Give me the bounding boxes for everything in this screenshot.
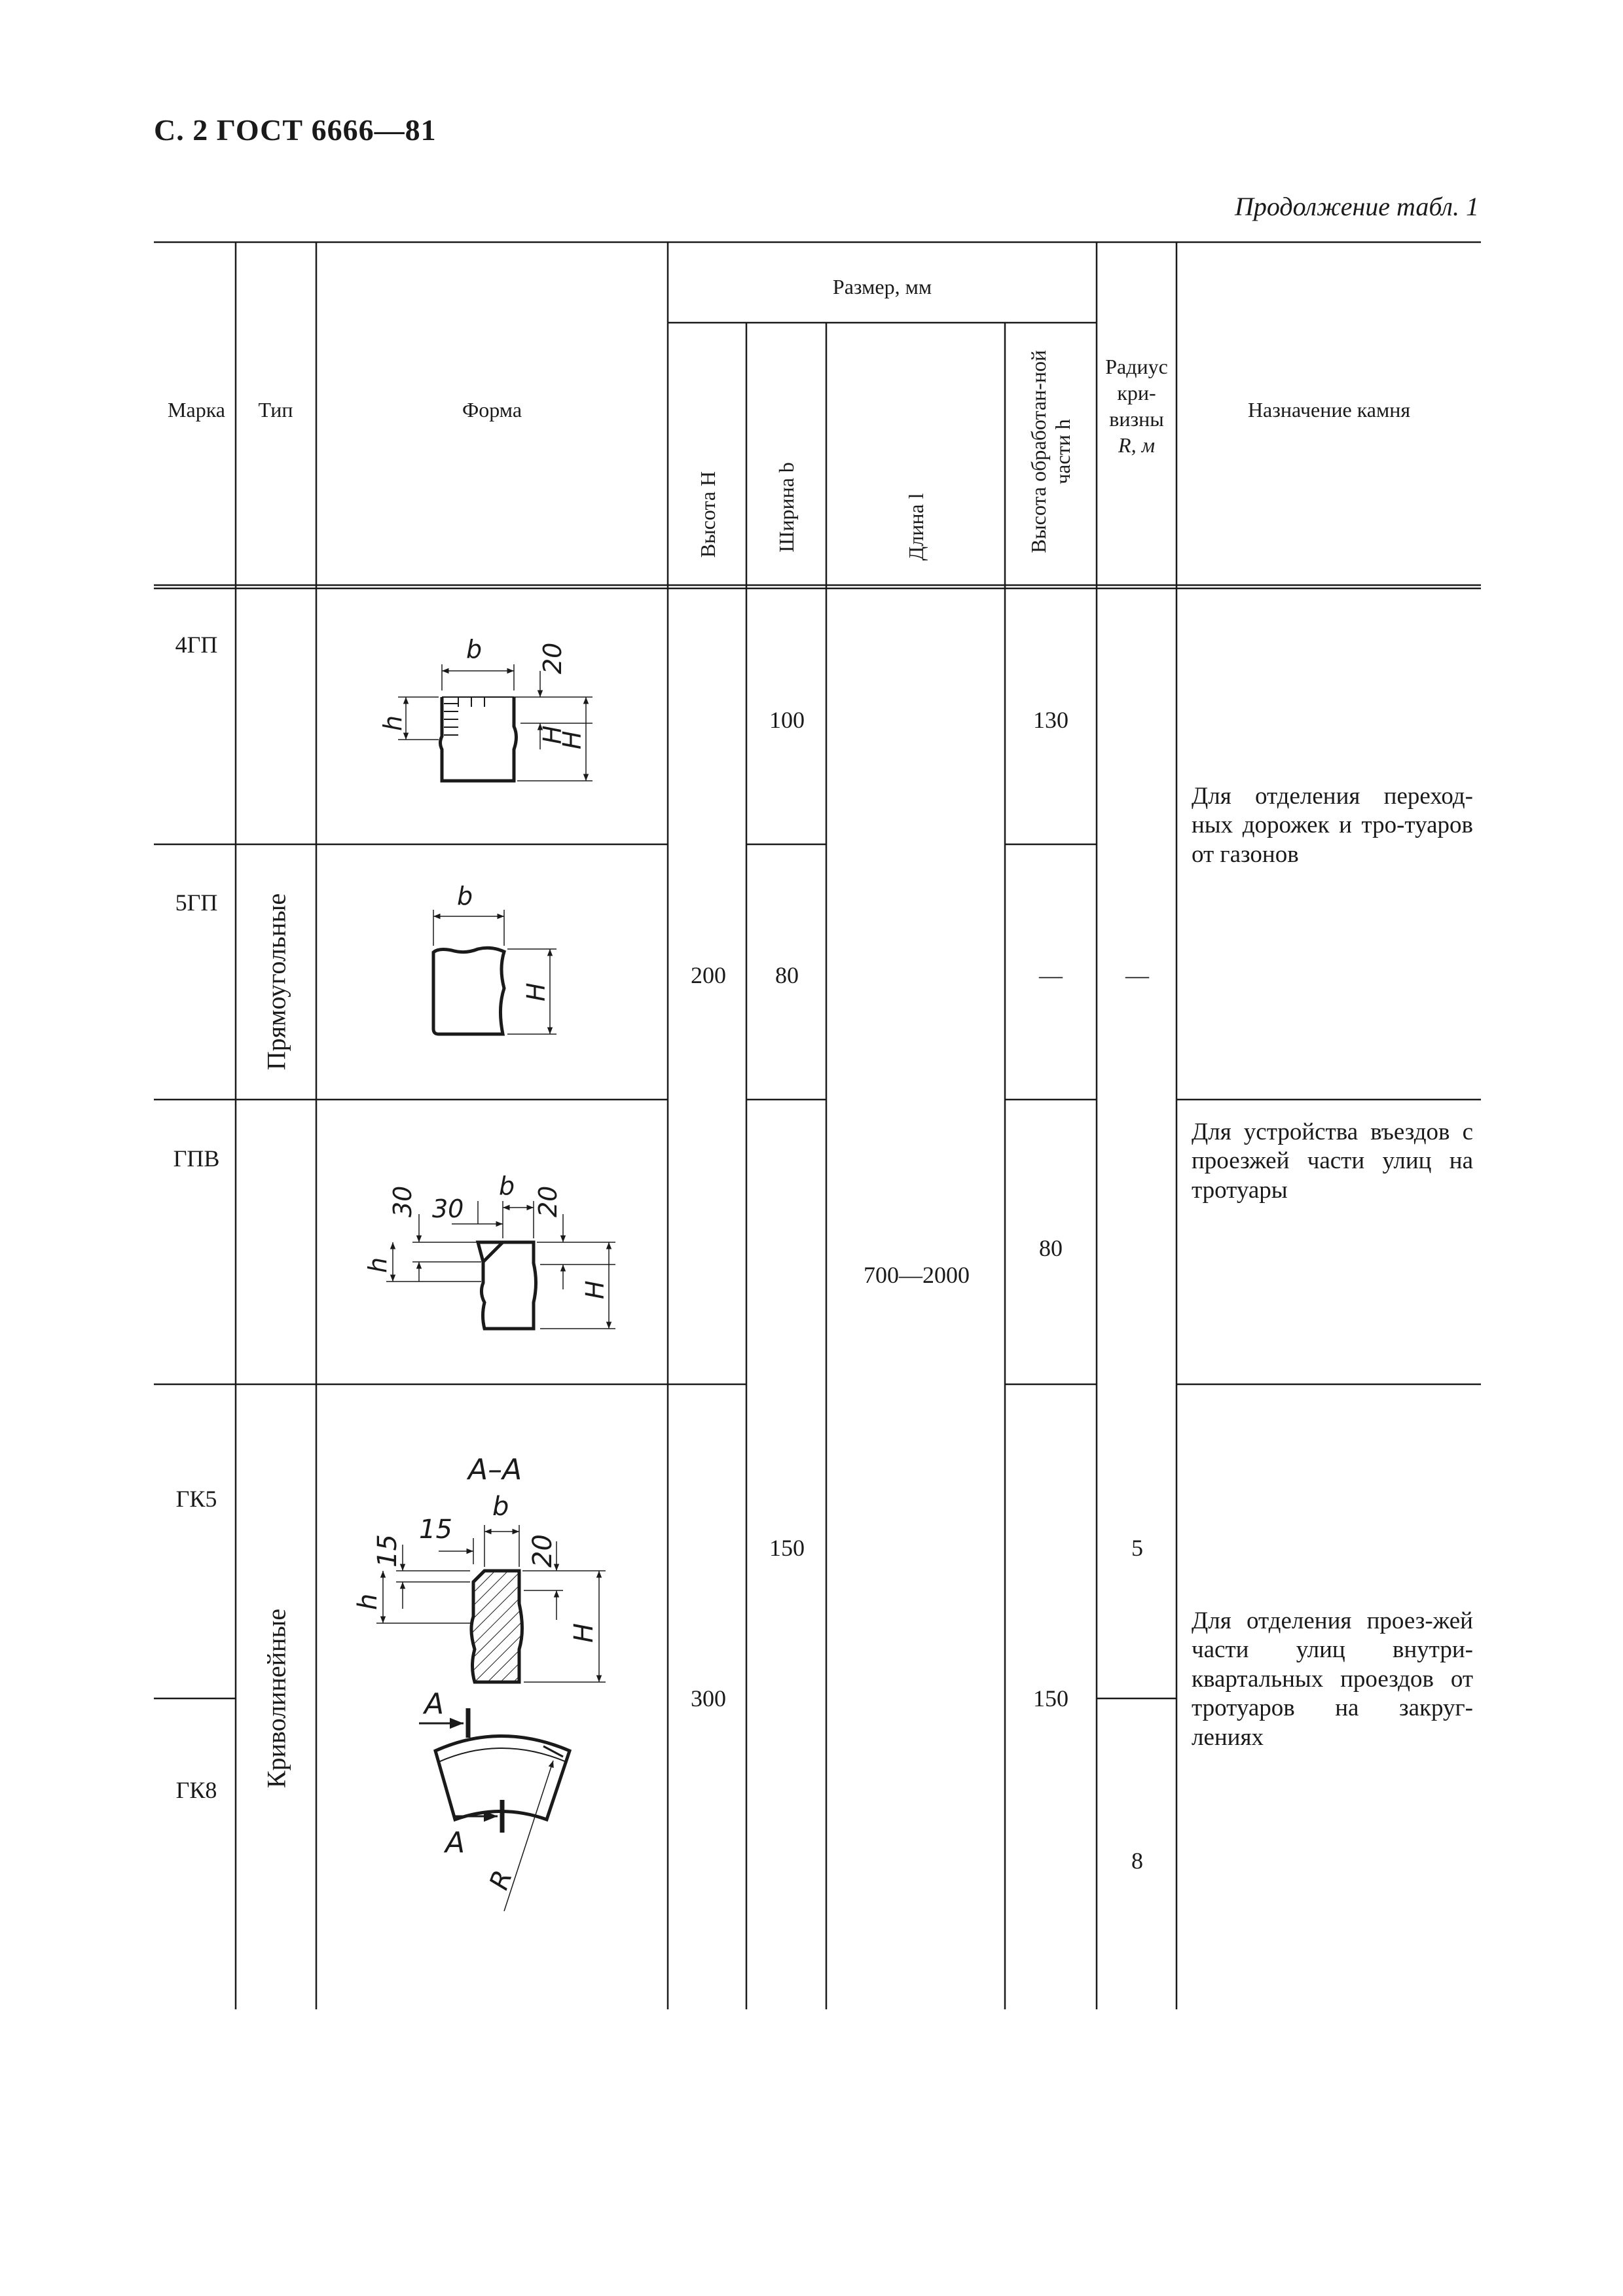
type-curvilinear: Криволинейные (261, 1608, 291, 1789)
d4gp-H-label-outer: H (558, 730, 587, 749)
drawing-gpv (363, 1152, 629, 1342)
type-rectangular: Прямоугольные (261, 893, 291, 1071)
purpose-curved: Для отделения проез-жей части улиц внутри-квартальных проездов от тротуаров на закруг-лениях (1192, 1607, 1473, 1751)
header-mark: Марка (168, 398, 225, 422)
height-rect: 200 (691, 962, 726, 988)
header-height: Высота H (696, 471, 720, 558)
header-width: Ширина b (775, 462, 799, 552)
height-curved: 300 (691, 1685, 726, 1712)
table-continuation: Продолжение табл. 1 (1234, 192, 1479, 221)
header-purpose: Назначение камня (1247, 398, 1411, 422)
d4gp-h-label: h (378, 715, 407, 731)
machined-5gp: — (1039, 962, 1063, 988)
header-radius-line2: кри- (1117, 381, 1156, 404)
purpose-entrances: Для устройства въездов с проезжей части улиц на тротуары (1192, 1119, 1473, 1204)
header-machined-height: Высота обработан-ной части h (1027, 350, 1074, 554)
drawing-5gp (393, 877, 563, 1054)
dgk-H-label: H (569, 1623, 599, 1643)
dgpv-H-label: H (581, 1280, 610, 1299)
radius-gk8: 8 (1131, 1848, 1143, 1874)
header-radius-line3: визны (1109, 407, 1164, 431)
d4gp-dim20: 20 (538, 642, 567, 674)
header-type: Тип (258, 398, 293, 422)
dgpv-h-label: h (363, 1257, 392, 1273)
d4gp-b-label: b (466, 635, 483, 664)
dgk-dim15h: 15 (419, 1515, 452, 1545)
dgk-section-label: А–А (468, 1453, 522, 1486)
dgk-A1-label: А (424, 1687, 445, 1721)
machined-4gp: 130 (1033, 707, 1068, 733)
mark-gk5: ГК5 (175, 1486, 217, 1512)
d5gp-H-label: H (522, 982, 551, 1001)
header-shape: Форма (462, 398, 522, 422)
dgk-dim20: 20 (528, 1534, 558, 1568)
mark-gk8: ГК8 (175, 1777, 217, 1803)
header-length: Длина l (904, 493, 928, 561)
width-shared: 150 (769, 1535, 805, 1561)
dgpv-dim30h: 30 (432, 1194, 464, 1223)
width-5gp: 80 (775, 962, 799, 988)
width-4gp: 100 (769, 707, 805, 733)
page-header: С. 2 ГОСТ 6666—81 (154, 113, 437, 147)
d5gp-b-label: b (457, 882, 473, 910)
header-radius-line4: R, м (1118, 433, 1155, 457)
d4gp-H-label: H (538, 725, 567, 744)
length-all: 700—2000 (864, 1262, 970, 1288)
dgk-R-label: R (484, 1866, 519, 1894)
radius-gk5: 5 (1131, 1535, 1143, 1561)
header-radius (1099, 353, 1175, 458)
dgpv-dim20: 20 (534, 1185, 562, 1217)
mark-5gp: 5ГП (175, 889, 218, 916)
mark-gpv: ГПВ (173, 1145, 220, 1172)
machined-curved: 150 (1033, 1685, 1068, 1712)
purpose-curb-lawn: Для отделения переход-ных дорожек и тро-туаров от газонов (1192, 783, 1473, 868)
dgk-dim15v: 15 (373, 1534, 403, 1568)
drawing-gk (347, 1433, 635, 1931)
dgk-b-label: b (492, 1492, 509, 1522)
header-size-group: Размер, мм (832, 275, 932, 298)
machined-gpv: 80 (1039, 1235, 1063, 1261)
mark-4gp: 4ГП (175, 632, 218, 658)
dgpv-dim30v: 30 (388, 1185, 417, 1217)
dgpv-b-label: b (499, 1172, 515, 1200)
header-radius-line1: Радиус (1105, 355, 1168, 378)
drawing-4gp (367, 619, 615, 802)
dgk-A2-label: А (445, 1826, 465, 1859)
radius-rect: — (1125, 962, 1149, 988)
dgk-h-label: h (353, 1593, 383, 1610)
